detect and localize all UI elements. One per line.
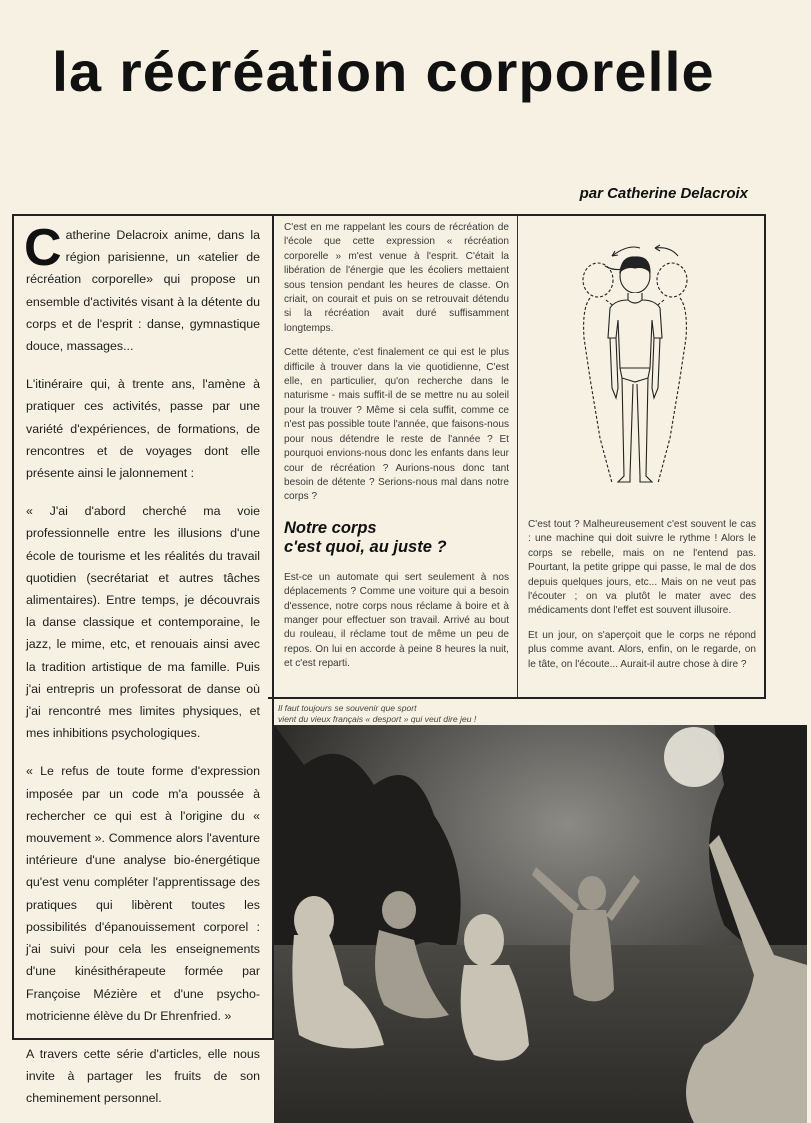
head-rotation-illustration — [560, 238, 710, 488]
body-paragraph: C'est tout ? Malheureusement c'est souvent le cas : une machine qui doit suivre le rythme ! Alors le corps se rebelle, mais on ne l'entend pas. Pourtant, la petite grippe qui passe, le mal de dos depuis quelques jours, etc... Mais on ne veut pas l'écouter ; on va plutôt le mater avec des médicaments dont l'effet est souvent illusoire. — [528, 519, 756, 617]
intro-paragraph: Catherine Delacroix anime, dans la région parisienne, un «atelier de récréation corporelle» qui propose un ensemble d'activités visant à la détente du corps et de l'esprit : danse, gymnastique douce, massages... — [24, 219, 260, 354]
rotation-arrow-icon — [612, 247, 640, 256]
body-paragraph: Cette détente, c'est finalement ce qui est le plus difficile à trouver dans la vie quotidienne, C'est elle, en particulier, qu'on recherche dans le naturisme - mais suffit-il de se mettre nu au soleil pour la trouver ? Même si cela suffit, comme ce n'est pas possible toute l'année, que faisons-nous pour nous détendre le reste de l'année ? Et pourquoi envions-nous donc les enfants dans leur cour de récréation ? Aurions-nous donc tant besoin de détente ? Serions-nous mal dans notre corps ? — [284, 347, 509, 503]
ball — [664, 727, 724, 787]
photo-image — [274, 725, 807, 1123]
intro-paragraph: A travers cette série d'articles, elle nous invite à partager les fruits de son cheminement personnel. — [26, 1046, 260, 1106]
section-divider — [268, 697, 766, 699]
intro-paragraph: L'itinéraire qui, à trente ans, l'amène à pratiquer ces activités, passe par une variété d'expériences, de formations, de rencontres et de voyages dont elle présente ainsi le jalonnement : — [26, 377, 260, 481]
drop-cap: C — [24, 219, 62, 277]
body-paragraph: C'est en me rappelant les cours de récréation de l'école que cette expression « récréation corporelle » m'est venue à l'esprit. C'était la libération de l'énergie que les écoliers mettaient sous tension pendant les heures de classe. On criait, on courait et puis on se retrouvait détendu si la récréation avait duré suffisamment longtemps. — [284, 222, 509, 334]
column-three-text — [528, 518, 756, 682]
intro-paragraph: « J'ai d'abord cherché ma voie professionnelle entre les illusions d'une école de tourisme et les réalités du travail quotidien (secrétariat et autres tâches alimentaires). Entre temps, je découvrais la danse classique et contemporaine, le jazz, le mime, etc, et renouais ainsi avec la tradition artistique de ma famille. Puis j'ai entrepris un professorat de danse où j'ai rencontré mes limites physiques, et mes inhibitions psychologiques. — [26, 504, 260, 741]
section-subheading: Notre corps c'est quoi, au juste ? — [284, 518, 447, 556]
author-byline: par Catherine Delacroix — [579, 185, 748, 202]
intro-box — [12, 214, 274, 1106]
intro-paragraph: « Le refus de toute forme d'expression imposée par un code m'a poussée à rechercher ce qui est à l'origine du « mouvement ». Commence alors l'aventure intérieure d'une analyse bio-énergétique qu'est venu compléter l'apprentissage des pratiques qui libèrent toutes les possibilités d'épanouissement corporel : j'ai suivi pour cela les enseignements d'une kinésithérapeute formée par Françoise Mézière et d'une psycho-motricienne élève du Dr Ehrenfried. » — [26, 764, 260, 1023]
column-two — [274, 214, 518, 698]
body-paragraph: Et un jour, on s'aperçoit que le corps ne répond plus comme avant. Alors, enfin, on le regarde, on le tâte, on l'écoute... Aurait-il autre chose à dire ? — [528, 629, 756, 670]
article-title: la récréation corporelle — [52, 40, 715, 103]
photo-caption: Il faut toujours se souvenir que sport vient du vieux français « desport » qui veut dire jeu ! — [278, 703, 477, 724]
rotation-arrow-icon — [655, 248, 678, 256]
body-paragraph: Est-ce un automate qui sert seulement à nos déplacements ? Comme une voiture qui a besoin d'essence, notre corps nous réclame à boire et à manger pour effectuer son travail. Arrivé au bout du rouleau, il réclame tout de même un peu de repos. On lui en accorde à peine 8 heures la nuit, et c'est reparti. — [284, 571, 509, 670]
children-playing-photo — [274, 725, 807, 1123]
